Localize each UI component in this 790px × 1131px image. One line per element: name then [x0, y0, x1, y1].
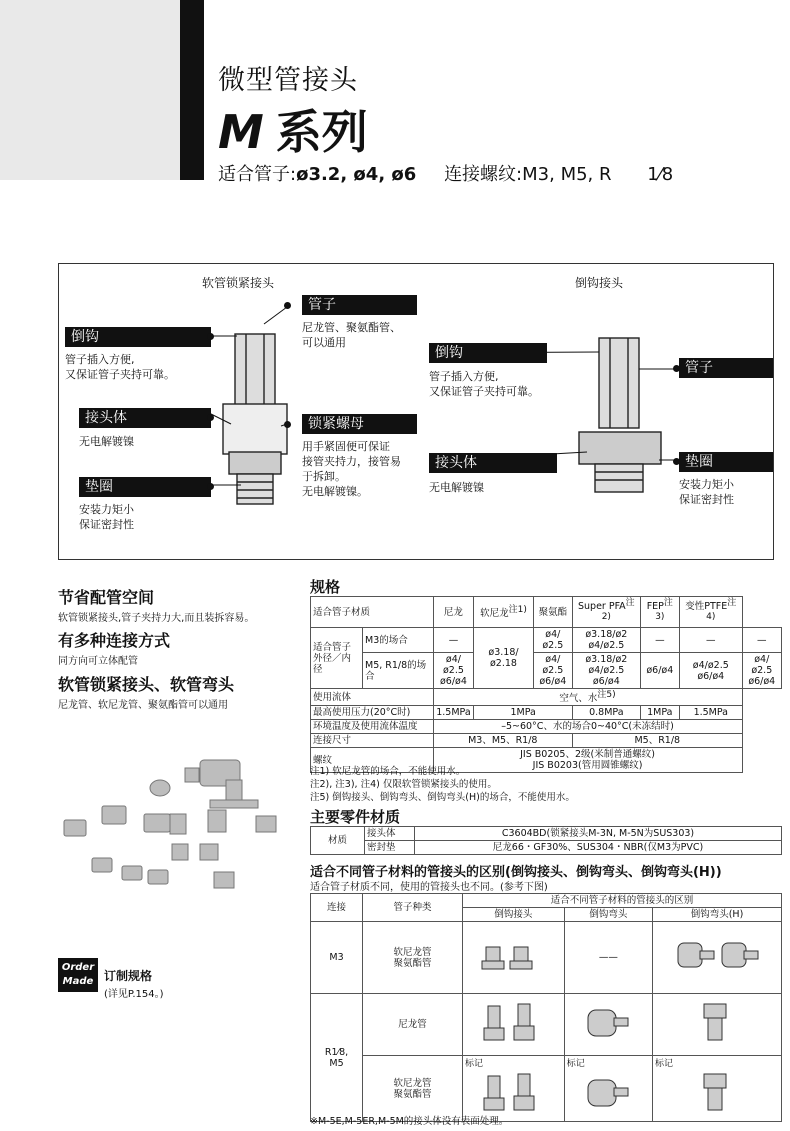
label-body-right: 接头体 [429, 453, 557, 473]
product-photo [50, 740, 300, 910]
order-made-badge: Order Made [58, 958, 98, 992]
spec-header: FEP$^{注3)}$ [640, 597, 679, 628]
compare-header: 管子种类 [363, 894, 463, 922]
materials-value: 尼龙66・GF30%、SUS304・NBR(仅M3为PVC) [415, 841, 782, 855]
materials-value: C3604BD(锁紧接头M-3N, M-5N为SUS303) [415, 827, 782, 841]
series-letter: M [218, 105, 264, 159]
compare-table [310, 893, 782, 1122]
spec-header: Super PFA$^{注2)}$ [573, 597, 641, 628]
spec-row-label: 使用流体 [311, 689, 434, 706]
compare-header: 倒钩弯头 [564, 908, 652, 922]
spec-cell: ø4/ø2.5 ø6/ø4 [433, 653, 474, 689]
footnote: ※M-5E,M-5ER,M-5M的接头体没有表面处理。 [310, 1116, 509, 1127]
diagram-right-title: 倒钩接头 [575, 276, 624, 290]
tubes-label: 适合管子: [218, 164, 297, 185]
spec-cell: ø4/ø2.5 [533, 628, 572, 653]
thread-fraction: 1⁄8 [647, 164, 674, 185]
page-subtitle: 微型管接头 [218, 65, 358, 96]
compare-drawing [564, 994, 652, 1056]
dot-marker [673, 365, 680, 372]
feature-title: 节省配管空间 [58, 588, 155, 607]
spec-row-label: 最高使用压力(20°C时) [311, 706, 434, 720]
compare-drawing [463, 1056, 565, 1122]
compare-conn: R1⁄8, M5 [311, 994, 363, 1122]
spec-cell: ø6/ø4 [640, 653, 679, 689]
spec-row-label: 环境温度及使用流体温度 [311, 720, 434, 734]
spec-row-label: 螺纹 [311, 748, 434, 773]
spec-header: 适合管子材质 [311, 597, 434, 628]
label-body-left: 接头体 [79, 408, 211, 428]
spec-cell: ø4/ø2.5 ø6/ø4 [533, 653, 572, 689]
compare-drawing [653, 1056, 782, 1122]
series-word: 系列 [275, 105, 368, 159]
spec-cell: 1MPa [474, 706, 573, 720]
compare-tube: 尼龙管 [363, 994, 463, 1056]
dot-marker [207, 333, 214, 340]
compare-drawing [463, 922, 565, 994]
spec-cell: 1.5MPa [680, 706, 743, 720]
spec-table [310, 596, 782, 773]
spec-header: 软尼龙$^{注1)}$ [474, 597, 533, 628]
compare-subtitle: 适合管子材质不同，使用的管接头也不同。(参考下图) [310, 882, 548, 893]
spec-cell: JIS B0205、2级(米制普通螺纹) JIS B0203(管用圆锥螺纹) [433, 748, 742, 773]
header-gray-block [0, 0, 180, 180]
tubes-values: ø3.2, ø4, ø6 [296, 164, 417, 185]
spec-cell: –5~60°C、水的场合0~40°C(未冻结时) [433, 720, 742, 734]
spec-title: 规格 [310, 578, 341, 596]
spec-row-label: M3的场合 [363, 628, 434, 653]
spec-cell: 1MPa [640, 706, 679, 720]
desc-tube-left: 尼龙管、聚氨酯管、 可以通用 [302, 321, 401, 349]
feature-item [58, 628, 170, 667]
spec-cell: — [433, 628, 474, 653]
mark-label: 标记 [465, 1058, 484, 1069]
compare-header: 倒钩接头 [463, 908, 565, 922]
spec-header: 尼龙 [433, 597, 474, 628]
label-barb-right: 倒钩 [429, 343, 547, 363]
feature-item [58, 672, 234, 711]
note-line: 注1) 软尼龙管的场合，不能使用水。 [310, 766, 466, 777]
desc-barb-right: 管子插入方便, 又保证管子夹持可靠。 [429, 370, 539, 398]
compare-header: 连接 [311, 894, 363, 922]
feature-title: 软管锁紧接头、软管弯头 [58, 675, 235, 694]
label-barb-left: 倒钩 [65, 327, 211, 347]
compare-tube: 软尼龙管 聚氨酯管 [363, 922, 463, 994]
mark-label: 标记 [655, 1058, 674, 1069]
label-nut-left: 锁紧螺母 [302, 414, 417, 434]
desc-gasket-left: 安装力矩小 保证密封性 [79, 503, 134, 531]
materials-part: 密封垫 [365, 841, 415, 855]
spec-cell: M3、M5、R1/8 [433, 734, 573, 748]
spec-row-label: 连接尺寸 [311, 734, 434, 748]
compare-header: 倒钩弯头(H) [653, 908, 782, 922]
label-tube-left: 管子 [302, 295, 417, 315]
diagram-left-title: 软管锁紧接头 [202, 276, 275, 290]
mark-label: 标记 [566, 1058, 585, 1069]
spec-cell: — [680, 628, 743, 653]
dot-marker [673, 458, 680, 465]
page-title [218, 96, 368, 162]
order-made-title: 订制规格 [104, 969, 153, 983]
thread-values: M3, M5, R [522, 164, 612, 185]
title-spec-line [218, 160, 673, 186]
spec-cell: 0.8MPa [573, 706, 641, 720]
feature-title: 有多种连接方式 [58, 631, 171, 650]
materials-label: 材质 [311, 827, 365, 855]
header-black-bar [180, 0, 204, 180]
spec-cell: ø4/ø2.5 ø6/ø4 [680, 653, 743, 689]
spec-cell: M5、R1/8 [573, 734, 743, 748]
compare-tube: 软尼龙管 聚氨酯管 [363, 1056, 463, 1122]
spec-header: 聚氨酯 [533, 597, 572, 628]
spec-cell: ø3.18/ø2 ø4/ø2.5 ø6/ø4 [573, 653, 641, 689]
materials-title: 主要零件材质 [310, 808, 401, 826]
compare-drawing [463, 994, 565, 1056]
spec-row-label: 适合管子外径／内径 [311, 628, 363, 689]
spec-header: 变性PTFE$^{注4)}$ [680, 597, 743, 628]
thread-label: 连接螺纹: [444, 164, 523, 185]
spec-cell: — [640, 628, 679, 653]
structure-diagram [58, 263, 774, 560]
feature-desc: 同方向可立体配管 [58, 656, 138, 667]
dot-marker [284, 302, 291, 309]
label-gasket-right: 垫圈 [679, 452, 773, 472]
desc-gasket-right: 安装力矩小 保证密封性 [679, 478, 734, 506]
desc-body-left: 无电解镀镍 [79, 435, 134, 448]
desc-body-right: 无电解镀镍 [429, 481, 484, 494]
materials-part: 接头体 [365, 827, 415, 841]
dot-marker [284, 421, 291, 428]
compare-title: 适合不同管子材料的管接头的区别(倒钩接头、倒钩弯头、倒钩弯头(H)) [310, 865, 722, 880]
spec-notes [310, 765, 575, 804]
spec-cell: 空气、水$^{注5)}$ [433, 689, 742, 706]
note-line: 注2), 注3), 注4) 仅限软管锁紧接头的使用。 [310, 779, 497, 790]
spec-cell: ø3.18/ø2 ø4/ø2.5 [573, 628, 641, 653]
dot-marker [207, 414, 214, 421]
desc-nut-left: 用手紧固便可保证 接管夹持力，接管易 于拆卸。 无电解镀镍。 [302, 440, 401, 498]
compare-header: 适合不同管子材料的管接头的区别 [463, 894, 782, 908]
note-line: 注5) 倒钩接头、倒钩弯头、倒钩弯头(H)的场合，不能使用水。 [310, 792, 575, 803]
spec-cell: — [742, 628, 781, 653]
compare-drawing [653, 922, 782, 994]
materials-table [310, 826, 782, 855]
feature-desc: 软管锁紧接头,管子夹持力大,而且装拆容易。 [58, 613, 255, 624]
compare-cell: —— [564, 922, 652, 994]
compare-drawing [564, 1056, 652, 1122]
feature-item [58, 585, 254, 624]
spec-cell: ø3.18/ø2.18 [474, 628, 533, 689]
order-made-ref: (详见P.154。) [104, 989, 164, 1000]
feature-desc: 尼龙管、软尼龙管、聚氨酯管可以通用 [58, 700, 228, 711]
label-gasket-left: 垫圈 [79, 477, 211, 497]
compare-drawing [653, 994, 782, 1056]
spec-cell: 1.5MPa [433, 706, 474, 720]
dot-marker [207, 483, 214, 490]
desc-barb-left: 管子插入方便, 又保证管子夹持可靠。 [65, 353, 175, 381]
label-tube-right: 管子 [679, 358, 773, 378]
spec-cell: ø4/ø2.5 ø6/ø4 [742, 653, 781, 689]
compare-conn: M3 [311, 922, 363, 994]
spec-row-label: M5, R1/8的场合 [363, 653, 434, 689]
